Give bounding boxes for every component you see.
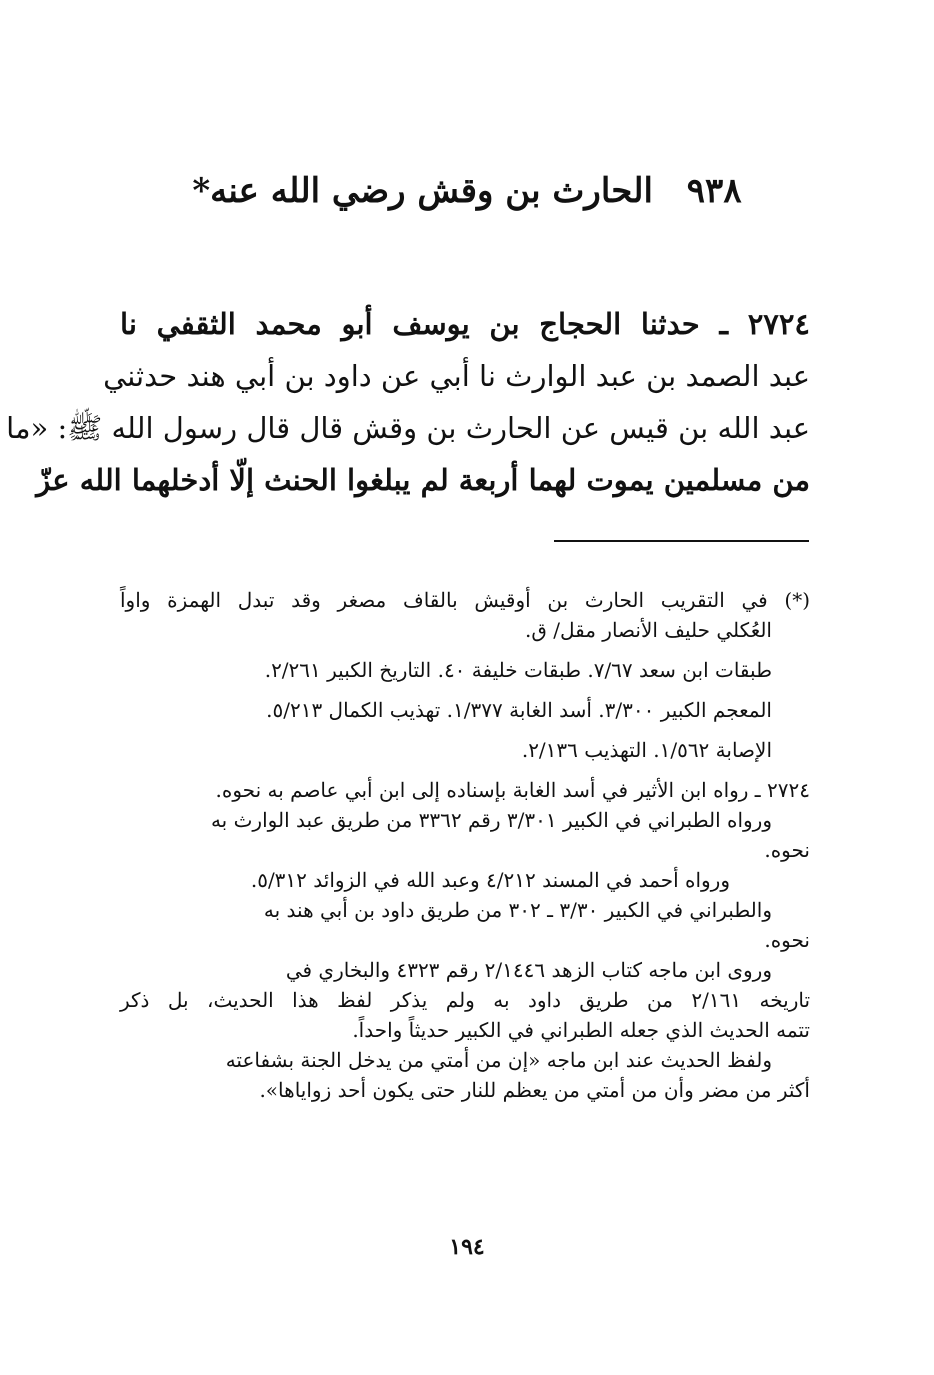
reference-line: طبقات ابن سعد ٧/٦٧. طبقات خليفة ٤٠. التاريخ الكبير ٢/٢٦١. (264, 658, 772, 682)
hadith-line: عبد الصمد بن عبد الوارث نا أبي عن داود بن أبي هند حدثني (103, 359, 810, 393)
reference-line: الإصابة ١/٥٦٢. التهذيب ٢/١٣٦. (521, 738, 772, 762)
chapter-title: الحارث بن وقش رضي الله عنه* (192, 171, 653, 211)
hadith-footnote-line: نحوه. (764, 838, 810, 862)
hadith-footnote-line: ولفظ الحديث عند ابن ماجه «إن من أمتي من يدخل الجنة بشفاعته (225, 1048, 772, 1072)
hadith-footnote-line: ورواه أحمد في المسند ٤/٢١٢ وعبد الله في الزوائد ٥/٣١٢. (250, 868, 730, 892)
hadith-footnote-line: ورواه الطبراني في الكبير ٣/٣٠١ رقم ٣٣٦٢ من طريق عبد الوارث به (210, 808, 772, 832)
hadith-footnote-line: تتمه الحديث الذي جعله الطبراني في الكبير حديثاً واحداً. (352, 1018, 810, 1042)
hadith-footnote-line: ٢٧٢٤ ـ رواه ابن الأثير في أسد الغابة بإسناده إلى ابن أبي عاصم به نحوه. (215, 778, 810, 802)
footnote-separator (554, 540, 809, 542)
star-footnote-line: (*) في التقريب الحارث بن أوقيش بالقاف مصغر وقد تبدل الهمزة واواً (120, 588, 810, 612)
footnotes (120, 585, 810, 1105)
hadith-line: ٢٧٢٤ ـ حدثنا الحجاج بن يوسف أبو محمد الثقفي نا (120, 307, 810, 341)
hadith-line: من مسلمين يموت لهما أربعة لم يبلغوا الحنث إلّا أدخلهما الله عزّ (36, 463, 810, 497)
hadith-footnote-line: وروى ابن ماجه كتاب الزهد ٢/١٤٤٦ رقم ٤٣٢٣ والبخاري في (285, 958, 772, 982)
hadith-footnote-line: والطبراني في الكبير ٣/٣٠ ـ ٣٠٢ من طريق داود بن أبي هند به (263, 898, 772, 922)
hadith-text (6, 298, 810, 506)
reference-line: المعجم الكبير ٣/٣٠٠. أسد الغابة ١/٣٧٧. تهذيب الكمال ٥/٢١٣. (266, 698, 772, 722)
star-footnote-line: العُكلي حليف الأنصار مقل/ ق. (524, 618, 772, 642)
hadith-footnote-line: نحوه. (764, 928, 810, 952)
page-number: ١٩٤ (449, 1234, 485, 1260)
hadith-line: عبد الله بن قيس عن الحارث بن وقش قال قال رسول الله ﷺ: «ما (6, 411, 810, 445)
hadith-footnote-line: تاريخه ٢/١٦١ من طريق داود به ولم يذكر لفظ هذا الحديث، بل ذكر (120, 988, 811, 1012)
chapter-heading (120, 166, 814, 216)
hadith-footnote-line: أكثر من مضر وأن من أمتي من يعظم للنار حتى يكون أحد زواياها». (259, 1078, 810, 1102)
chapter-number: ٩٣٨ (686, 171, 742, 211)
